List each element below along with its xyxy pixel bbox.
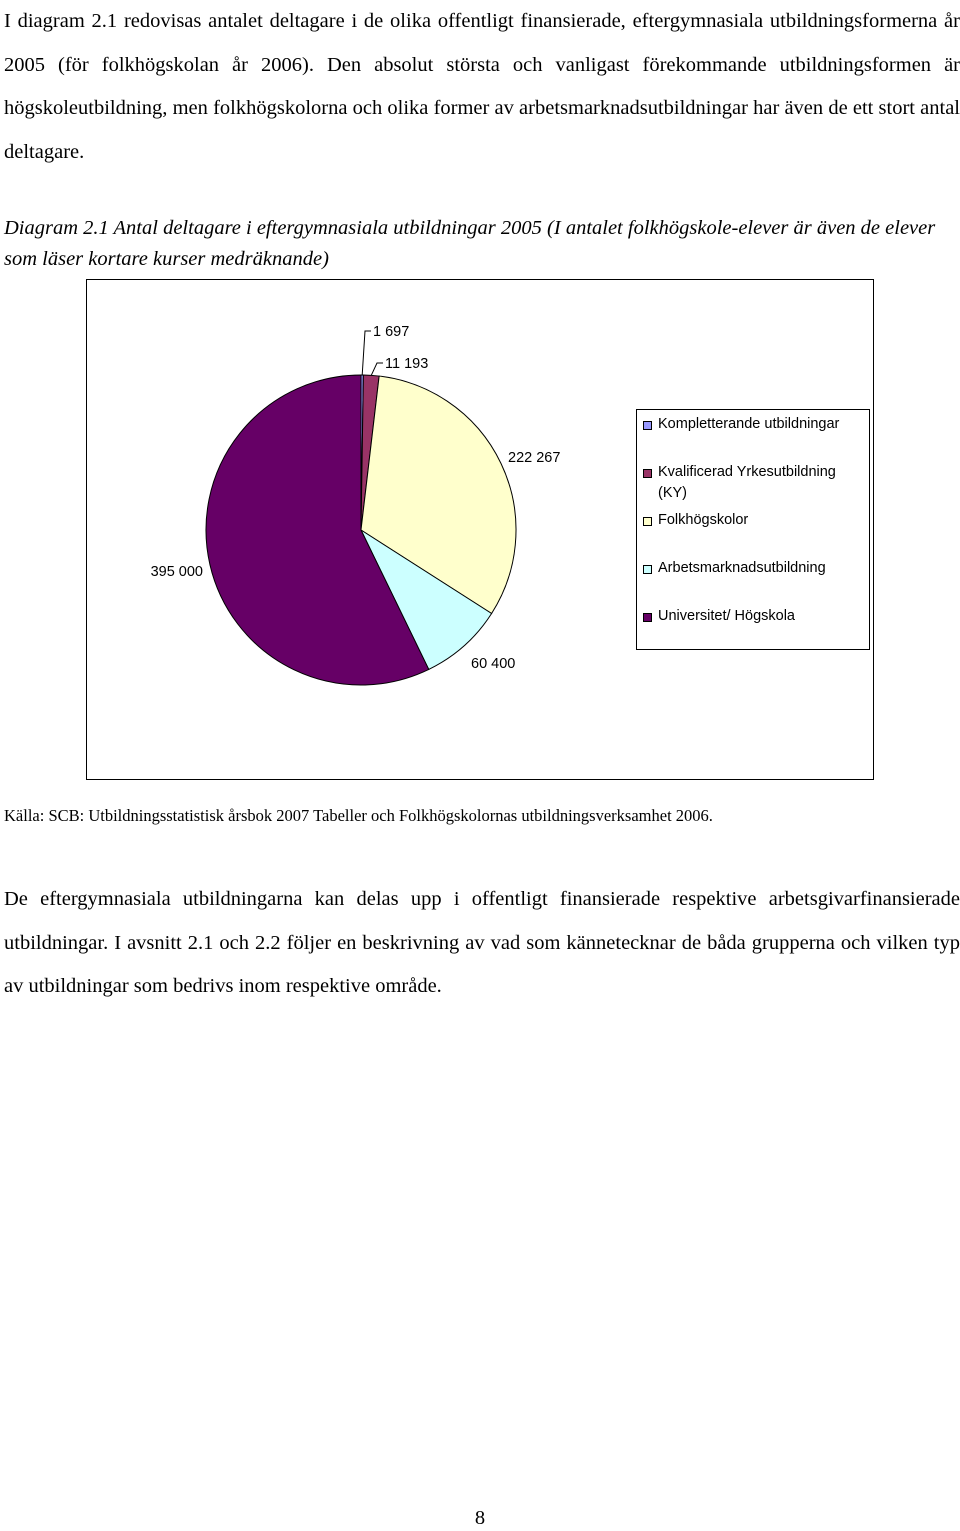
legend-swatch: [643, 517, 652, 526]
chart-legend: [636, 409, 870, 650]
source-note: Källa: SCB: Utbildningsstatistisk årsbok 2007 Tabeller och Folkhögskolornas utbildningsverksamhet 2006.: [4, 806, 713, 825]
data-label: 395 000: [150, 564, 203, 580]
legend-item-folkhogskolor: [643, 510, 867, 531]
legend-label: Folkhögskolor: [658, 512, 749, 528]
legend-item-ky: [643, 462, 867, 504]
data-label: 60 400: [471, 656, 516, 672]
legend-item-universitet: [643, 606, 867, 627]
diagram-caption: Diagram 2.1 Antal deltagare i eftergymnasiala utbildningar 2005 (I antalet folkhögskole-elever är även de elever som läser kortare kurser medräknande): [4, 217, 936, 270]
legend-label: Kompletterande utbildningar: [658, 416, 840, 432]
legend-swatch: [643, 613, 652, 622]
data-label: 222 267: [508, 450, 561, 466]
intro-paragraph: I diagram 2.1 redovisas antalet deltagare i de olika offentligt finansierade, eftergymnasiala utbildningsformerna år 2005 (för folkhögskolan år 2006). Den absolut största och vanligast förekommande utbildningsformen är högskoleutbildning, men folkhögskolorna och olika former av arbetsmarknadsutbildningar har även de ett stort antal deltagare.: [4, 10, 960, 163]
legend-swatch: [643, 421, 652, 430]
body-paragraph: De eftergymnasiala utbildningarna kan delas upp i offentligt finansierade respektive arbetsgivarfinansierade utbildningar. I avsnitt 2.1 och 2.2 följer en beskrivning av vad som kännetecknar de båda grupperna och vilken typ av utbildningar som bedrivs inom respektive område.: [4, 888, 960, 997]
page-number: 8: [474, 1507, 486, 1529]
data-label: 11 193: [385, 356, 429, 372]
leader-line: [371, 363, 383, 375]
legend-label: Arbetsmarknadsutbildning: [658, 560, 826, 576]
legend-item-arbetsmarknad: [643, 558, 867, 579]
legend-label: Universitet/ Högskola: [658, 608, 795, 624]
leader-line: [362, 331, 371, 375]
data-label: 1 697: [373, 324, 410, 340]
legend-swatch: [643, 565, 652, 574]
legend-swatch: [643, 469, 652, 478]
legend-item-kompletterande: [643, 414, 867, 435]
legend-label: Kvalificerad Yrkesutbildning (KY): [658, 464, 836, 501]
